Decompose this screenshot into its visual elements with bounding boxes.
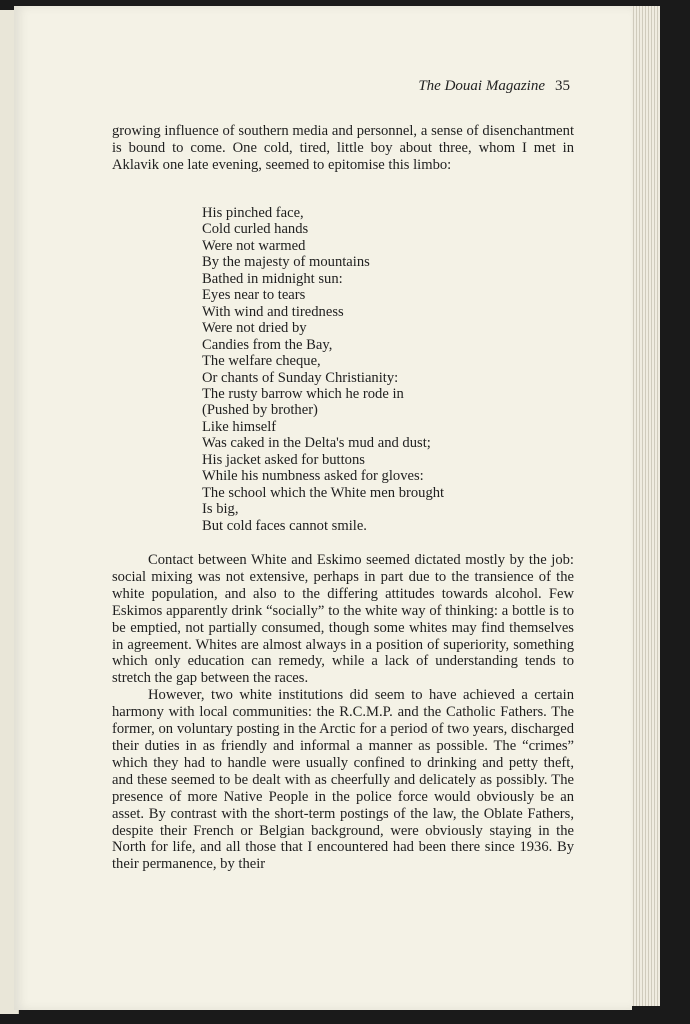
poem-line: But cold faces cannot smile. (202, 517, 367, 534)
poem-line: His jacket asked for buttons (202, 451, 365, 468)
body-text (112, 552, 574, 873)
poem-line: Is big, (202, 501, 239, 518)
page-number: 35 (555, 78, 570, 94)
intro-paragraph (112, 123, 574, 174)
poem-line: Were not warmed (202, 237, 306, 254)
poem-line: Cold curled hands (202, 221, 309, 238)
poem-line: His pinched face, (202, 205, 304, 221)
book-page (14, 6, 632, 1010)
page-edges (628, 6, 660, 1006)
poem-line: (Pushed by brother) (202, 402, 318, 419)
intro-text: growing influence of southern media and personnel, a sense of disenchantment is bound to come. One cold, tired, little boy about three, whom I met in Aklavik one late evening, seemed to epitomise this limbo: (112, 123, 574, 173)
poem-line: Was caked in the Delta's mud and dust; (202, 435, 431, 452)
poem (202, 205, 542, 534)
poem-line: Eyes near to tears (202, 287, 306, 304)
poem-line: Candies from the Bay, (202, 336, 333, 353)
poem-line: Or chants of Sunday Christianity: (202, 369, 399, 386)
poem-line: The rusty barrow which he rode in (202, 385, 404, 402)
poem-line: With wind and tiredness (202, 303, 344, 320)
magazine-title: The Douai Magazine (418, 78, 545, 94)
paragraph-contact: Contact between White and Eskimo seemed dictated mostly by the job: social mixing was not extensive, perhaps in part due to the transience of the white population, and also to the differing attitudes towards alcohol. Few Eskimos apparently drink “socially” to the white way of thinking: a bottle is to be emptied, not partially consumed, though some whites may find themselves in agreement. Whites are almost always in a position of superiority, something which only education can remedy, while a lack of understanding tends to stretch the gap between the races. (112, 552, 574, 687)
poem-line: While his numbness asked for gloves: (202, 468, 424, 485)
running-header (14, 78, 570, 95)
poem-line: By the majesty of mountains (202, 254, 370, 271)
poem-line: The welfare cheque, (202, 353, 321, 370)
paragraph-however: However, two white institutions did seem to have achieved a certain harmony with local communities: the R.C.M.P. and the Catholic Fathers. The former, on voluntary posting in the Arctic for a period of two years, discharged their duties in as friendly and informal a manner as possible. The “crimes” which they had to handle were usually confined to drinking and petty theft, and these seemed to be dealt with as cheerfully and delicately as possibly. The presence of more Native People in the police force would obviously be an asset. By contrast with the short-term postings of the law, the Oblate Fathers, despite their French or Belgian background, were obviously staying in the North for life, and all those that I encountered had been there since 1936. By their permanence, by their (112, 687, 574, 873)
poem-line: Bathed in midnight sun: (202, 270, 343, 287)
poem-line: Were not dried by (202, 320, 307, 337)
poem-line: Like himself (202, 418, 277, 435)
poem-line: The school which the White men brought (202, 484, 445, 501)
